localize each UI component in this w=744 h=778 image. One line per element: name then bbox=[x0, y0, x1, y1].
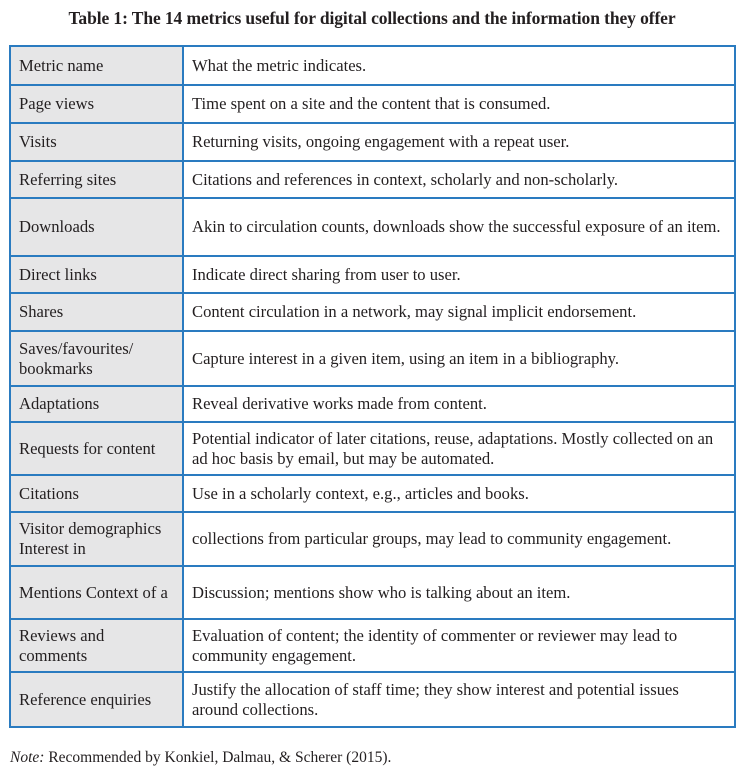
description-cell: Justify the allocation of staff time; they show interest and potential issues around collections. bbox=[183, 672, 735, 727]
table-row bbox=[10, 85, 735, 123]
table-row bbox=[10, 422, 735, 475]
description-cell: Capture interest in a given item, using an item in a bibliography. bbox=[183, 331, 735, 386]
table-note bbox=[10, 749, 391, 767]
table-row bbox=[10, 475, 735, 512]
metrics-table bbox=[9, 45, 736, 728]
table-row bbox=[10, 672, 735, 727]
metric-cell: Requests for content bbox=[10, 422, 183, 475]
description-cell: Use in a scholarly context, e.g., articles and books. bbox=[183, 475, 735, 512]
description-cell: Discussion; mentions show who is talking about an item. bbox=[183, 566, 735, 619]
table-row bbox=[10, 566, 735, 619]
table-row bbox=[10, 386, 735, 422]
metric-cell: Visits bbox=[10, 123, 183, 161]
table-row bbox=[10, 293, 735, 331]
metric-cell: Page views bbox=[10, 85, 183, 123]
description-cell: Citations and references in context, scholarly and non-scholarly. bbox=[183, 161, 735, 198]
table-row bbox=[10, 331, 735, 386]
description-cell: Potential indicator of later citations, reuse, adaptations. Mostly collected on an ad hoc basis by email, but may be automated. bbox=[183, 422, 735, 475]
table-row bbox=[10, 256, 735, 293]
description-cell: Time spent on a site and the content that is consumed. bbox=[183, 85, 735, 123]
description-cell: collections from particular groups, may lead to community engagement. bbox=[183, 512, 735, 566]
description-cell: Reveal derivative works made from content. bbox=[183, 386, 735, 422]
metric-cell: Shares bbox=[10, 293, 183, 331]
description-cell: Returning visits, ongoing engagement with a repeat user. bbox=[183, 123, 735, 161]
description-cell: Akin to circulation counts, downloads show the successful exposure of an item. bbox=[183, 198, 735, 256]
metric-cell: Citations bbox=[10, 475, 183, 512]
metric-cell: Direct links bbox=[10, 256, 183, 293]
metric-cell: Visitor demographics Interest in bbox=[10, 512, 183, 566]
description-cell: Evaluation of content; the identity of commenter or reviewer may lead to community engagement. bbox=[183, 619, 735, 672]
table-row bbox=[10, 619, 735, 672]
metric-cell: Adaptations bbox=[10, 386, 183, 422]
table-row bbox=[10, 123, 735, 161]
description-cell: What the metric indicates. bbox=[183, 46, 735, 85]
table-row bbox=[10, 161, 735, 198]
note-label: Note: bbox=[10, 749, 45, 766]
table-caption: Table 1: The 14 metrics useful for digital collections and the information they offer bbox=[68, 8, 676, 28]
table-row bbox=[10, 46, 735, 85]
metric-cell: Referring sites bbox=[10, 161, 183, 198]
description-cell: Content circulation in a network, may signal implicit endorsement. bbox=[183, 293, 735, 331]
note-text: Recommended by Konkiel, Dalmau, & Scherer (2015). bbox=[44, 749, 392, 766]
metric-cell: Metric name bbox=[10, 46, 183, 85]
description-cell: Indicate direct sharing from user to user. bbox=[183, 256, 735, 293]
table-row bbox=[10, 512, 735, 566]
metric-cell: Downloads bbox=[10, 198, 183, 256]
metric-cell: Reference enquiries bbox=[10, 672, 183, 727]
metric-cell: Mentions Context of a bbox=[10, 566, 183, 619]
metric-cell: Reviews and comments bbox=[10, 619, 183, 672]
metric-cell: Saves/favourites/ bookmarks bbox=[10, 331, 183, 386]
table-row bbox=[10, 198, 735, 256]
